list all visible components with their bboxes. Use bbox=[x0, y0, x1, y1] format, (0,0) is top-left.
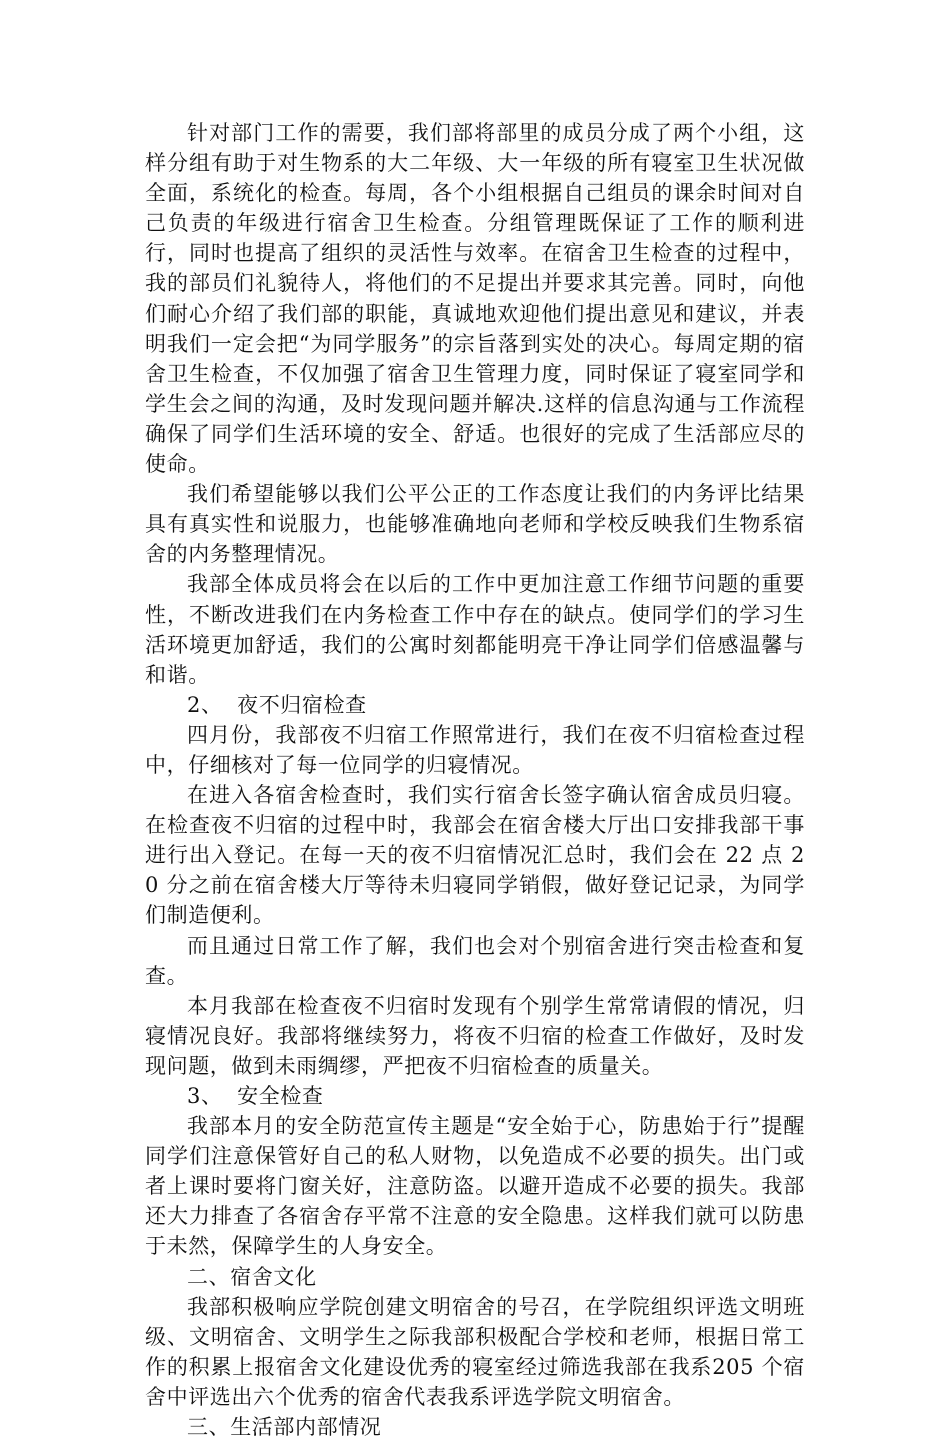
para-month-result: 本月我部在检查夜不归宿时发现有个别学生常常请假的情况，归寝情况良好。我部将继续努力，将夜不归宿的检查工作做好，及时发现问题，做到未雨绸缪，严把夜不归宿检查的质量关。 bbox=[145, 993, 805, 1078]
para-fair-attitude: 我们希望能够以我们公平公正的工作态度让我们的内务评比结果具有真实性和说服力，也能够准确地向老师和学校反映我们生物系宿舍的内务整理情况。 bbox=[145, 482, 805, 567]
heading-dorm-culture: 二、宿舍文化 bbox=[187, 1264, 317, 1289]
para-civilized-dorm: 我部积极响应学院创建文明宿舍的号召，在学院组织评选文明班级、文明宿舍、文明学生之际我部积极配合学校和老师，根据日常工作的积累上报宿舍文化建设优秀的寝室经过筛选我部在我系205 个宿舍中评选出六个优秀的宿舍代表我系评选学院文明宿舍。 bbox=[145, 1294, 805, 1409]
heading-safety-check: 3、 安全检查 bbox=[187, 1084, 324, 1108]
heading-night-check: 2、 夜不归宿检查 bbox=[187, 692, 367, 717]
para-improvement: 我部全体成员将会在以后的工作中更加注意工作细节问题的重要性，不断改进我们在内务检查工作中存在的缺点。使同学们的学习生活环境更加舒适，我们的公寓时刻都能明亮干净让同学们倍感温馨与和谐。 bbox=[145, 572, 805, 687]
para-sign-confirm: 在进入各宿舍检查时，我们实行宿舍长签字确认宿舍成员归寝。在检查夜不归宿的过程中时，我部会在宿舍楼大厅出口安排我部干事进行出入登记。在每一天的夜不归宿情况汇总时，我们会在 22 点 20 分之前在宿舍楼大厅等待未归寝同学销假，做好登记记录，为同学们制造便利。 bbox=[145, 783, 805, 928]
para-safety-theme: 我部本月的安全防范宣传主题是“安全始于心，防患始于行”提醒同学们注意保管好自己的私人财物，以免造成不必要的损失。出门或者上课时要将门窗关好，注意防盗。以避开造成不必要的损失。我部还大力排查了各宿舍存平常不注意的安全隐患。这样我们就可以防患于未然，保障学生的人身安全。 bbox=[145, 1114, 805, 1259]
heading-internal: 三、生活部内部情况 bbox=[187, 1415, 382, 1440]
document-body bbox=[145, 118, 805, 1442]
para-april-night-check: 四月份，我部夜不归宿工作照常进行，我们在夜不归宿检查过程中，仔细核对了每一位同学的归寝情况。 bbox=[145, 722, 805, 777]
para-group-inspection: 针对部门工作的需要，我们部将部里的成员分成了两个小组，这样分组有助于对生物系的大二年级、大一年级的所有寝室卫生状况做全面，系统化的检查。每周，各个小组根据自己组员的课余时间对自己负责的年级进行宿舍卫生检查。分组管理既保证了工作的顺利进行，同时也提高了组织的灵活性与效率。在宿舍卫生检查的过程中，我的部员们礼貌待人，将他们的不足提出并要求其完善。同时，向他们耐心介绍了我们部的职能，真诚地欢迎他们提出意见和建议，并表明我们一定会把“为同学服务”的宗旨落到实处的决心。每周定期的宿舍卫生检查，不仅加强了宿舍卫生管理力度，同时保证了寝室同学和学生会之间的沟通，及时发现问题并解决.这样的信息沟通与工作流程确保了同学们生活环境的安全、舒适。也很好的完成了生活部应尽的使命。 bbox=[145, 121, 805, 477]
para-surprise-check: 而且通过日常工作了解，我们也会对个别宿舍进行突击检查和复查。 bbox=[145, 933, 805, 988]
